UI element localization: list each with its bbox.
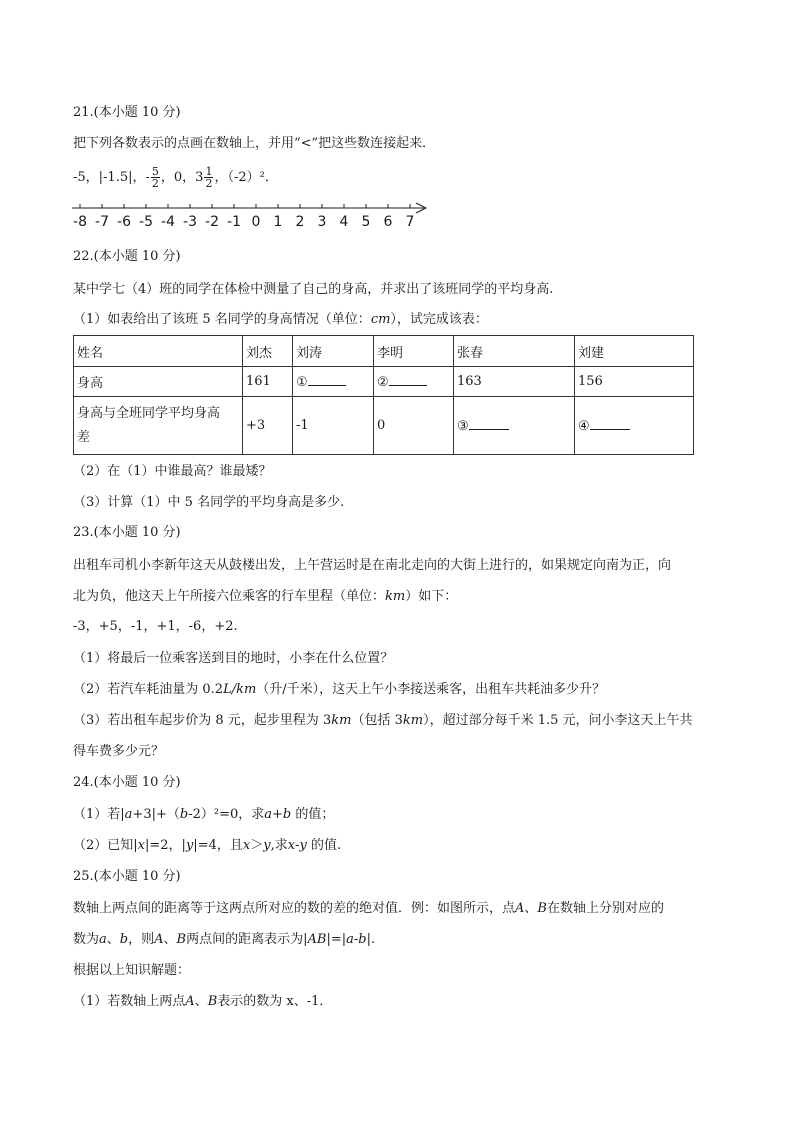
q25-line1: 数轴上两点间的距离等于这两点所对应的数的差的绝对值．例：如图所示，点A、B在数轴上分别对应的: [73, 901, 664, 916]
table-cell: -1: [293, 397, 374, 455]
number-line: [72, 200, 432, 240]
q23-line1: 出租车司机小李新年这天从鼓楼出发，上午营运时是在南北走向的大街上进行的，如果规定向南为正，向: [73, 558, 672, 573]
axis-tick-label: 0: [251, 214, 261, 230]
table-cell: +3: [243, 397, 293, 455]
table-cell: 身高: [74, 367, 243, 397]
table-cell-blank-2: ②: [374, 367, 454, 397]
axis-tick-label: 5: [361, 214, 371, 230]
table-row-names: [74, 336, 694, 367]
fraction-five-halves: $\frac{5}{2}$: [151, 165, 159, 190]
q22-part1: （1）如表给出了该班 5 名同学的身高情况（单位：cm），试完成该表：: [73, 312, 488, 327]
q21-numbers-part2: ，0，3: [160, 170, 204, 185]
table-row-heights: [74, 367, 694, 397]
q23-part3: （3）若出租车起步价为 8 元，起步里程为 3km（包括 3km），超过部分每千米 1.5 元，问小李这天上午共: [73, 713, 693, 728]
fraction-one-half: $\frac{1}{2}$: [205, 165, 213, 190]
table-cell: 李明: [374, 336, 454, 367]
table-cell: 161: [243, 367, 293, 397]
axis-tick-label: -7: [95, 214, 109, 230]
q23-data: -3，+5，-1，+1，-6，+2.: [73, 619, 238, 634]
table-cell: 姓名: [74, 336, 243, 367]
q23-part3-cont: 得车费多少元？: [73, 744, 165, 759]
table-cell: 163: [454, 367, 575, 397]
q23-line2: 北为负，他这天上午所接六位乘客的行车里程（单位：km）如下：: [73, 589, 458, 604]
table-cell: 身高与全班同学平均身高 差: [74, 397, 243, 455]
axis-tick-label: -6: [117, 214, 131, 230]
q22-part3: （3）计算（1）中 5 名同学的平均身高是多少.: [73, 495, 345, 510]
q24-part1: （1）若|a+3|+（b-2）²=0，求a+b 的值；: [73, 807, 335, 822]
q21-numbers: [73, 166, 278, 190]
q25-heading: 25.(本小题 10 分): [73, 869, 181, 884]
axis-tick-label: 1: [273, 214, 283, 230]
q21-heading: 21.(本小题 10 分): [73, 105, 181, 120]
table-cell-blank-1: ①: [293, 367, 374, 397]
q21-prompt: 把下列各数表示的点画在数轴上，并用“<”把这些数连接起来．: [73, 136, 436, 151]
q21-numbers-part3: ，（-2）²．: [214, 170, 278, 185]
axis-tick-label: -1: [227, 214, 241, 230]
q23-heading: 23.(本小题 10 分): [73, 525, 181, 540]
table-cell-blank-3: ③: [454, 397, 575, 455]
q24-heading: 24.(本小题 10 分): [73, 775, 181, 790]
q25-line2: 数为a、b，则A、B两点间的距离表示为|AB|=|a-b|.: [73, 932, 376, 947]
height-table: [73, 335, 694, 455]
q23-part2: （2）若汽车耗油量为 0.2L/km（升/千米），这天上午小李接送乘客，出租车共耗油多少升？: [73, 682, 606, 697]
table-cell-blank-4: ④: [575, 397, 694, 455]
axis-tick-label: -5: [139, 214, 153, 230]
axis-tick-label: -2: [205, 214, 219, 230]
axis-tick-label: 7: [405, 214, 415, 230]
axis-tick-label: 4: [339, 214, 349, 230]
q22-heading: 22.(本小题 10 分): [73, 249, 181, 264]
q25-line4: （1）若数轴上两点A、B表示的数为 x、-1．: [73, 994, 333, 1009]
table-cell: 0: [374, 397, 454, 455]
q21-numbers-part1: -5，|-1.5|，-: [73, 170, 150, 185]
table-cell: 156: [575, 367, 694, 397]
q24-part2: （2）已知|x|=2，|y|=4，且x＞y,求x-y 的值.: [73, 838, 342, 853]
table-row-differences: [74, 397, 694, 455]
q22-part2: （2）在（1）中谁最高？谁最矮？: [73, 464, 272, 479]
table-cell: 刘建: [575, 336, 694, 367]
q23-part1: （1）将最后一位乘客送到目的地时，小李在什么位置？: [73, 651, 394, 666]
axis-tick-label: 3: [317, 214, 327, 230]
axis-tick-label: 2: [295, 214, 305, 230]
table-cell: 张春: [454, 336, 575, 367]
q25-line3: 根据以上知识解题：: [73, 963, 191, 978]
axis-tick-label: -8: [73, 214, 87, 230]
table-cell: 刘涛: [293, 336, 374, 367]
axis-tick-label: -3: [183, 214, 197, 230]
axis-tick-label: 6: [383, 214, 393, 230]
axis-tick-label: -4: [161, 214, 175, 230]
q22-intro: 某中学七（4）班的同学在体检中测量了自己的身高，并求出了该班同学的平均身高.: [73, 282, 554, 297]
table-cell: 刘杰: [243, 336, 293, 367]
